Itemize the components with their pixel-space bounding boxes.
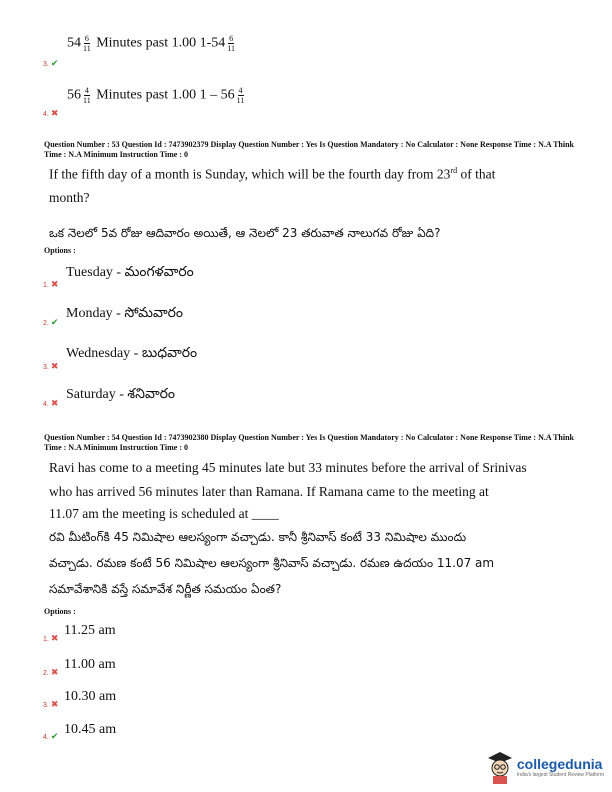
q54-option-2-number: 2. ✖: [43, 667, 59, 677]
cross-icon: ✖: [50, 279, 59, 289]
prev-option-3-number: 3. ✔: [43, 58, 59, 68]
cross-icon: ✖: [50, 633, 59, 643]
q53-meta: Question Number : 53 Question Id : 7473902379 Display Question Number : Yes Is Question Mandatory : No Calculator : None Response Time : N.A Think Time : N.A Minimum Instruction Time : 0: [44, 140, 574, 159]
q54-line2: who has arrived 56 minutes later than Ramana. If Ramana came to the meeting at: [49, 484, 489, 499]
q54-option-2: 11.00 am: [64, 657, 116, 672]
check-icon: ✔: [50, 731, 59, 741]
q54-option-1: 11.25 am: [64, 623, 116, 638]
q54-line3: 11.07 am the meeting is scheduled at ____: [49, 506, 279, 521]
q53-option-4: Saturday - శనివారం: [66, 387, 176, 402]
q53-line1: If the fifth day of a month is Sunday, which will be the fourth day from 23rd of that: [49, 166, 496, 182]
q53-telugu: ఒక నెలలో 5వ రోజు ఆదివారం అయితే, ఆ నెలలో 23 తరువాత నాలుగవ రోజు ఏది?: [49, 226, 441, 240]
cross-icon: ✖: [50, 398, 59, 408]
logo-name: collegedunia: [516, 756, 603, 772]
q54-option-3: 10.30 am: [64, 689, 117, 704]
q53-options-label: Options :: [44, 246, 76, 255]
prev-option-4-text: 56 $\frac{4}{11}$ Minutes past 1.00 1 – 56 $\frac{4}{11}$: [67, 86, 245, 105]
cross-icon: ✖: [50, 108, 59, 118]
q54-options-label: Options :: [44, 607, 76, 616]
q54-option-4: 10.45 am: [64, 722, 117, 737]
check-icon: ✔: [50, 58, 59, 68]
q54-telugu-line2: వచ్చాడు. రమణ కంటే 56 నిమిషాల ఆలస్యంగా శ్రీనివాస్ వచ్చాడు. రమణ ఉదయం 11.07 am: [49, 556, 495, 570]
prev-option-4-number: 4. ✖: [43, 108, 59, 118]
q54-option-3-number: 3. ✖: [43, 699, 59, 709]
q53-option-2: Monday - సోమవారం: [66, 306, 184, 321]
q54-option-4-number: 4. ✔: [43, 731, 59, 741]
q53-option-3: Wednesday - బుధవారం: [66, 346, 198, 361]
q53-option-3-number: 3. ✖: [43, 361, 59, 371]
check-icon: ✔: [50, 317, 59, 327]
q54-telugu-line3: సమావేశానికి వస్తే సమావేశ నిర్ణీత సమయం ఏంత?: [49, 582, 282, 596]
q54-telugu-line1: రవి మీటింగ్‌కి 45 నిమిషాల ఆలస్యంగా వచ్చాడు. కానీ శ్రీనివాస్ కంటే 33 నిమిషాల ముందు: [49, 530, 467, 544]
q54-meta: Question Number : 54 Question Id : 7473902380 Display Question Number : Yes Is Question Mandatory : No Calculator : None Response Time : N.A Think Time : N.A Minimum Instruction Time : 0: [44, 433, 574, 452]
cross-icon: ✖: [50, 361, 59, 371]
cross-icon: ✖: [50, 667, 59, 677]
logo-tagline: India's largest Student Review Platform: [516, 772, 604, 778]
q54-option-1-number: 1. ✖: [43, 633, 59, 643]
collegedunia-logo: [486, 750, 604, 784]
mascot-icon: [486, 750, 514, 784]
prev-option-3-text: 54 $\frac{6}{11}$ Minutes past 1.00 1-54 $\frac{6}{11}$: [67, 34, 236, 53]
q53-option-1-number: 1. ✖: [43, 279, 59, 289]
q54-line1: Ravi has come to a meeting 45 minutes late but 33 minutes before the arrival of Srinivas: [49, 460, 527, 475]
q53-option-2-number: 2. ✔: [43, 317, 59, 327]
q53-option-4-number: 4. ✖: [43, 398, 59, 408]
q53-option-1: Tuesday - మంగళవారం: [66, 265, 194, 280]
q53-line2: month?: [49, 190, 90, 205]
cross-icon: ✖: [50, 699, 59, 709]
